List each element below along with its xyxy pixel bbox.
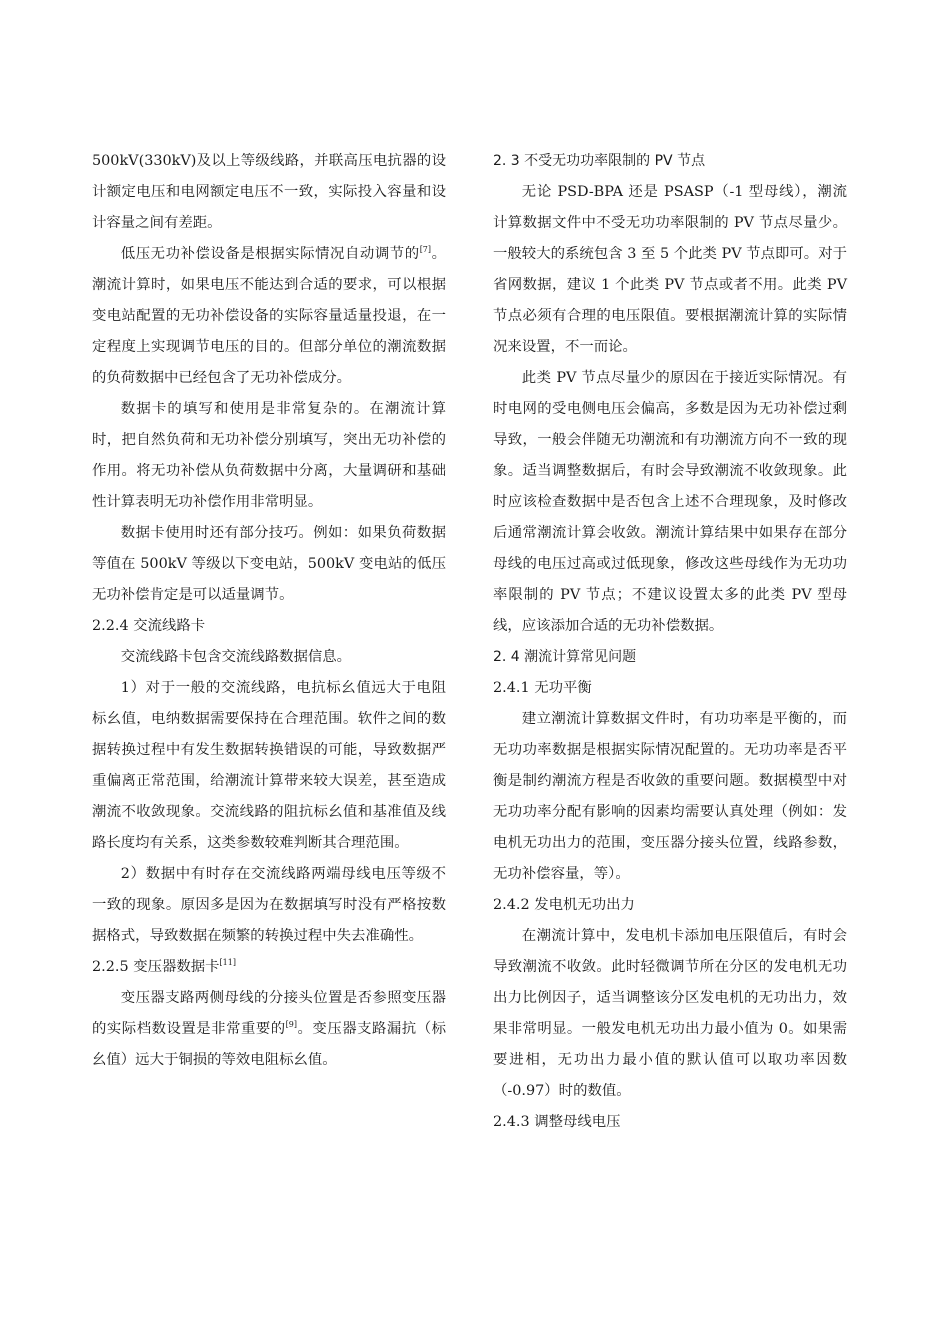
section-heading: 2.4.3 调整母线电压	[493, 1114, 621, 1130]
paragraph: 建立潮流计算数据文件时，有功功率是平衡的，而无功功率数据是根据实际情况配置的。无功功率是否平衡是制约潮流方程是否收敛的重要问题。数据模型中对无功功率分配有影响的因素均需要认真处理（例如：发电机无功出力的范围，变压器分接头位置，线路参数，无功补偿容量，等）。	[493, 711, 847, 882]
paragraph: 2）数据中有时存在交流线路两端母线电压等级不一致的现象。原因多是因为在数据填写时没有严格按数据格式，导致数据在频繁的转换过程中失去准确性。	[92, 866, 446, 944]
section-heading: 2.4.1 无功平衡	[493, 680, 592, 696]
section-heading: 2. 3 不受无功功率限制的 PV 节点	[493, 153, 706, 169]
heading-text: 2.2.5 变压器数据卡	[92, 959, 220, 975]
paragraph: 无论 PSD-BPA 还是 PSASP（-1 型母线），潮流计算数据文件中不受无功功率限制的 PV 节点尽量少。一般较大的系统包含 3 至 5 个此类 PV 节点即可。对于省网数据，建议 1 个此类 PV 节点或者不用。此类 PV 节点必须有合理的电压限值。要根据潮流计算的实际情况来设置，不一而论。	[493, 184, 847, 355]
left-column	[92, 146, 446, 1076]
paragraph	[92, 983, 446, 1076]
paragraph: 交流线路卡包含交流线路数据信息。	[120, 649, 352, 665]
paragraph: 500kV(330kV)及以上等级线路，并联高压电抗器的设计额定电压和电网额定电压不一致，实际投入容量和设计容量之间有差距。	[92, 153, 446, 231]
section-heading: 2. 4 潮流计算常见问题	[493, 649, 637, 665]
right-column	[493, 146, 847, 1138]
paragraph: 1）对于一般的交流线路，电抗标幺值远大于电阻标幺值，电纳数据需要保持在合理范围。软件之间的数据转换过程中有发生数据转换错误的可能，导致数据严重偏离正常范围，给潮流计算带来较大误差，甚至造成潮流不收敛现象。交流线路的阻抗标幺值和基准值及线路长度均有关系，这类参数较难判断其合理范围。	[92, 680, 446, 851]
paragraph: 此类 PV 节点尽量少的原因在于接近实际情况。有时电网的受电侧电压会偏高，多数是因为无功补偿过剩导致，一般会伴随无功潮流和有功潮流方向不一致的现象。适当调整数据后，有时会导致潮流不收敛现象。此时应该检查数据中是否包含上述不合理现象，及时修改后通常潮流计算会收敛。潮流计算结果中如果存在部分母线的电压过高或过低现象，修改这些母线作为无功功率限制的 PV 节点；不建议设置太多的此类 PV 型母线，应该添加合适的无功补偿数据。	[493, 370, 847, 634]
section-heading	[92, 952, 446, 983]
paragraph-text: 低压无功补偿设备是根据实际情况自动调节的	[120, 246, 420, 262]
paragraph: 数据卡的填写和使用是非常复杂的。在潮流计算时，把自然负荷和无功补偿分别填写，突出无功补偿的作用。将无功补偿从负荷数据中分离，大量调研和基础性计算表明无功补偿作用非常明显。	[92, 401, 446, 510]
paragraph-text: 变压器支路两侧母线的分接头位置是否参照变压器的实际档数设置是非常重要的	[92, 990, 446, 1037]
paragraph-text: 。潮流计算时，如果电压不能达到合适的要求，可以根据变电站配置的无功补偿设备的实际容量适量投退，在一定程度上实现调节电压的目的。但部分单位的潮流数据的负荷数据中已经包含了无功补偿成分。	[92, 246, 446, 386]
citation: [11]	[219, 958, 236, 967]
paragraph-text: 。变压器支路漏抗（标幺值）远大于铜损的等效电阻标幺值。	[92, 1021, 446, 1068]
section-heading: 2.2.4 交流线路卡	[92, 618, 206, 634]
citation: [7]	[419, 245, 432, 254]
citation: [9]	[285, 1020, 298, 1029]
paragraph: 数据卡使用时还有部分技巧。例如：如果负荷数据等值在 500kV 等级以下变电站，500kV 变电站的低压无功补偿肯定是可以适量调节。	[92, 525, 446, 603]
paragraph	[92, 239, 446, 394]
paragraph: 在潮流计算中，发电机卡添加电压限值后，有时会导致潮流不收敛。此时轻微调节所在分区的发电机无功出力比例因子，适当调整该分区发电机的无功出力，效果非常明显。一般发电机无功出力最小值为 0。如果需要进相，无功出力最小值的默认值可以取功率因数（-0.97）时的数值。	[493, 928, 847, 1099]
section-heading: 2.4.2 发电机无功出力	[493, 897, 635, 913]
